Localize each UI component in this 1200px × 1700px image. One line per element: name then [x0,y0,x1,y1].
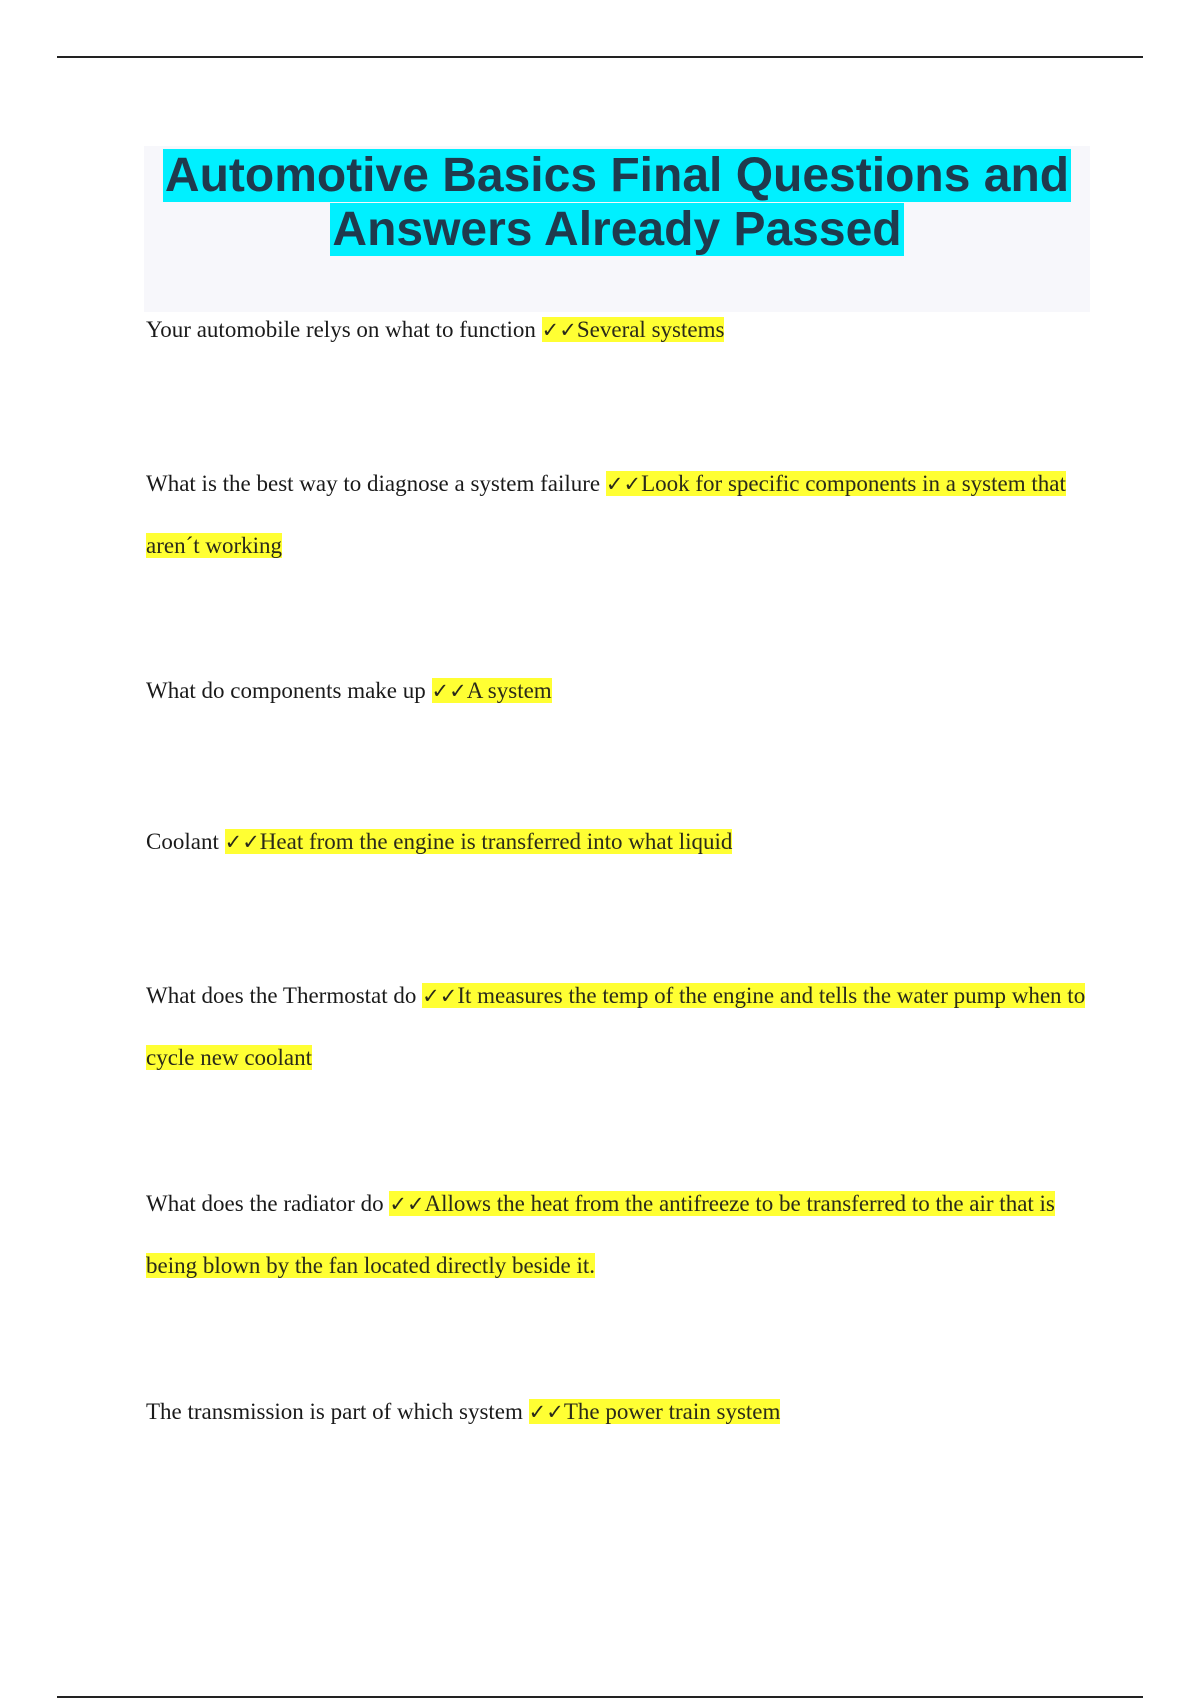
qa-item-6 [146,1173,1086,1296]
document-title [144,146,1090,257]
title-line-2: Answers Already Passed [332,203,902,256]
answer-text: Look for specific components in a system that aren´t working [146,471,1066,558]
page-bottom-rule [57,1696,1143,1698]
question-text: Your automobile relys on what to function [146,317,542,342]
double-check-icon: ✓✓ [431,679,467,703]
double-check-icon: ✓✓ [422,984,458,1008]
answer-highlight [432,678,552,703]
qa-item-4 [146,811,1086,873]
answer-text: Heat from the engine is transferred into what liquid [259,829,733,854]
question-text: The transmission is part of which system [146,1399,529,1424]
double-check-icon: ✓✓ [605,472,642,496]
question-text: What does the radiator do [146,1191,390,1216]
qa-item-3 [146,660,1086,722]
answer-highlight [529,1399,781,1424]
double-check-icon: ✓✓ [541,318,577,342]
answer-highlight [542,317,725,342]
qa-item-2 [146,453,1086,576]
answer-text: The power train system [563,1399,781,1424]
page-top-rule [57,56,1143,58]
answer-text: Allows the heat from the antifreeze to be transferred to the air that is being blown by the fan located directly beside it. [146,1191,1055,1278]
title-line-1: Automotive Basics Final Questions and [164,149,1070,202]
question-text: What is the best way to diagnose a system failure [146,471,606,496]
double-check-icon: ✓✓ [389,1192,425,1216]
qa-item-7 [146,1381,1086,1443]
double-check-icon: ✓✓ [528,1400,564,1424]
question-text: Coolant [146,829,225,854]
double-check-icon: ✓✓ [224,830,260,854]
qa-item-5 [146,965,1086,1088]
question-text: What do components make up [146,678,432,703]
answer-highlight [225,829,733,854]
qa-item-1 [146,299,1086,361]
answer-text: Several systems [576,317,725,342]
answer-text: It measures the temp of the engine and tells the water pump when to cycle new coolant [146,983,1086,1070]
question-text: What does the Thermostat do [146,983,423,1008]
answer-text: A system [466,678,552,703]
title-block [144,146,1090,312]
